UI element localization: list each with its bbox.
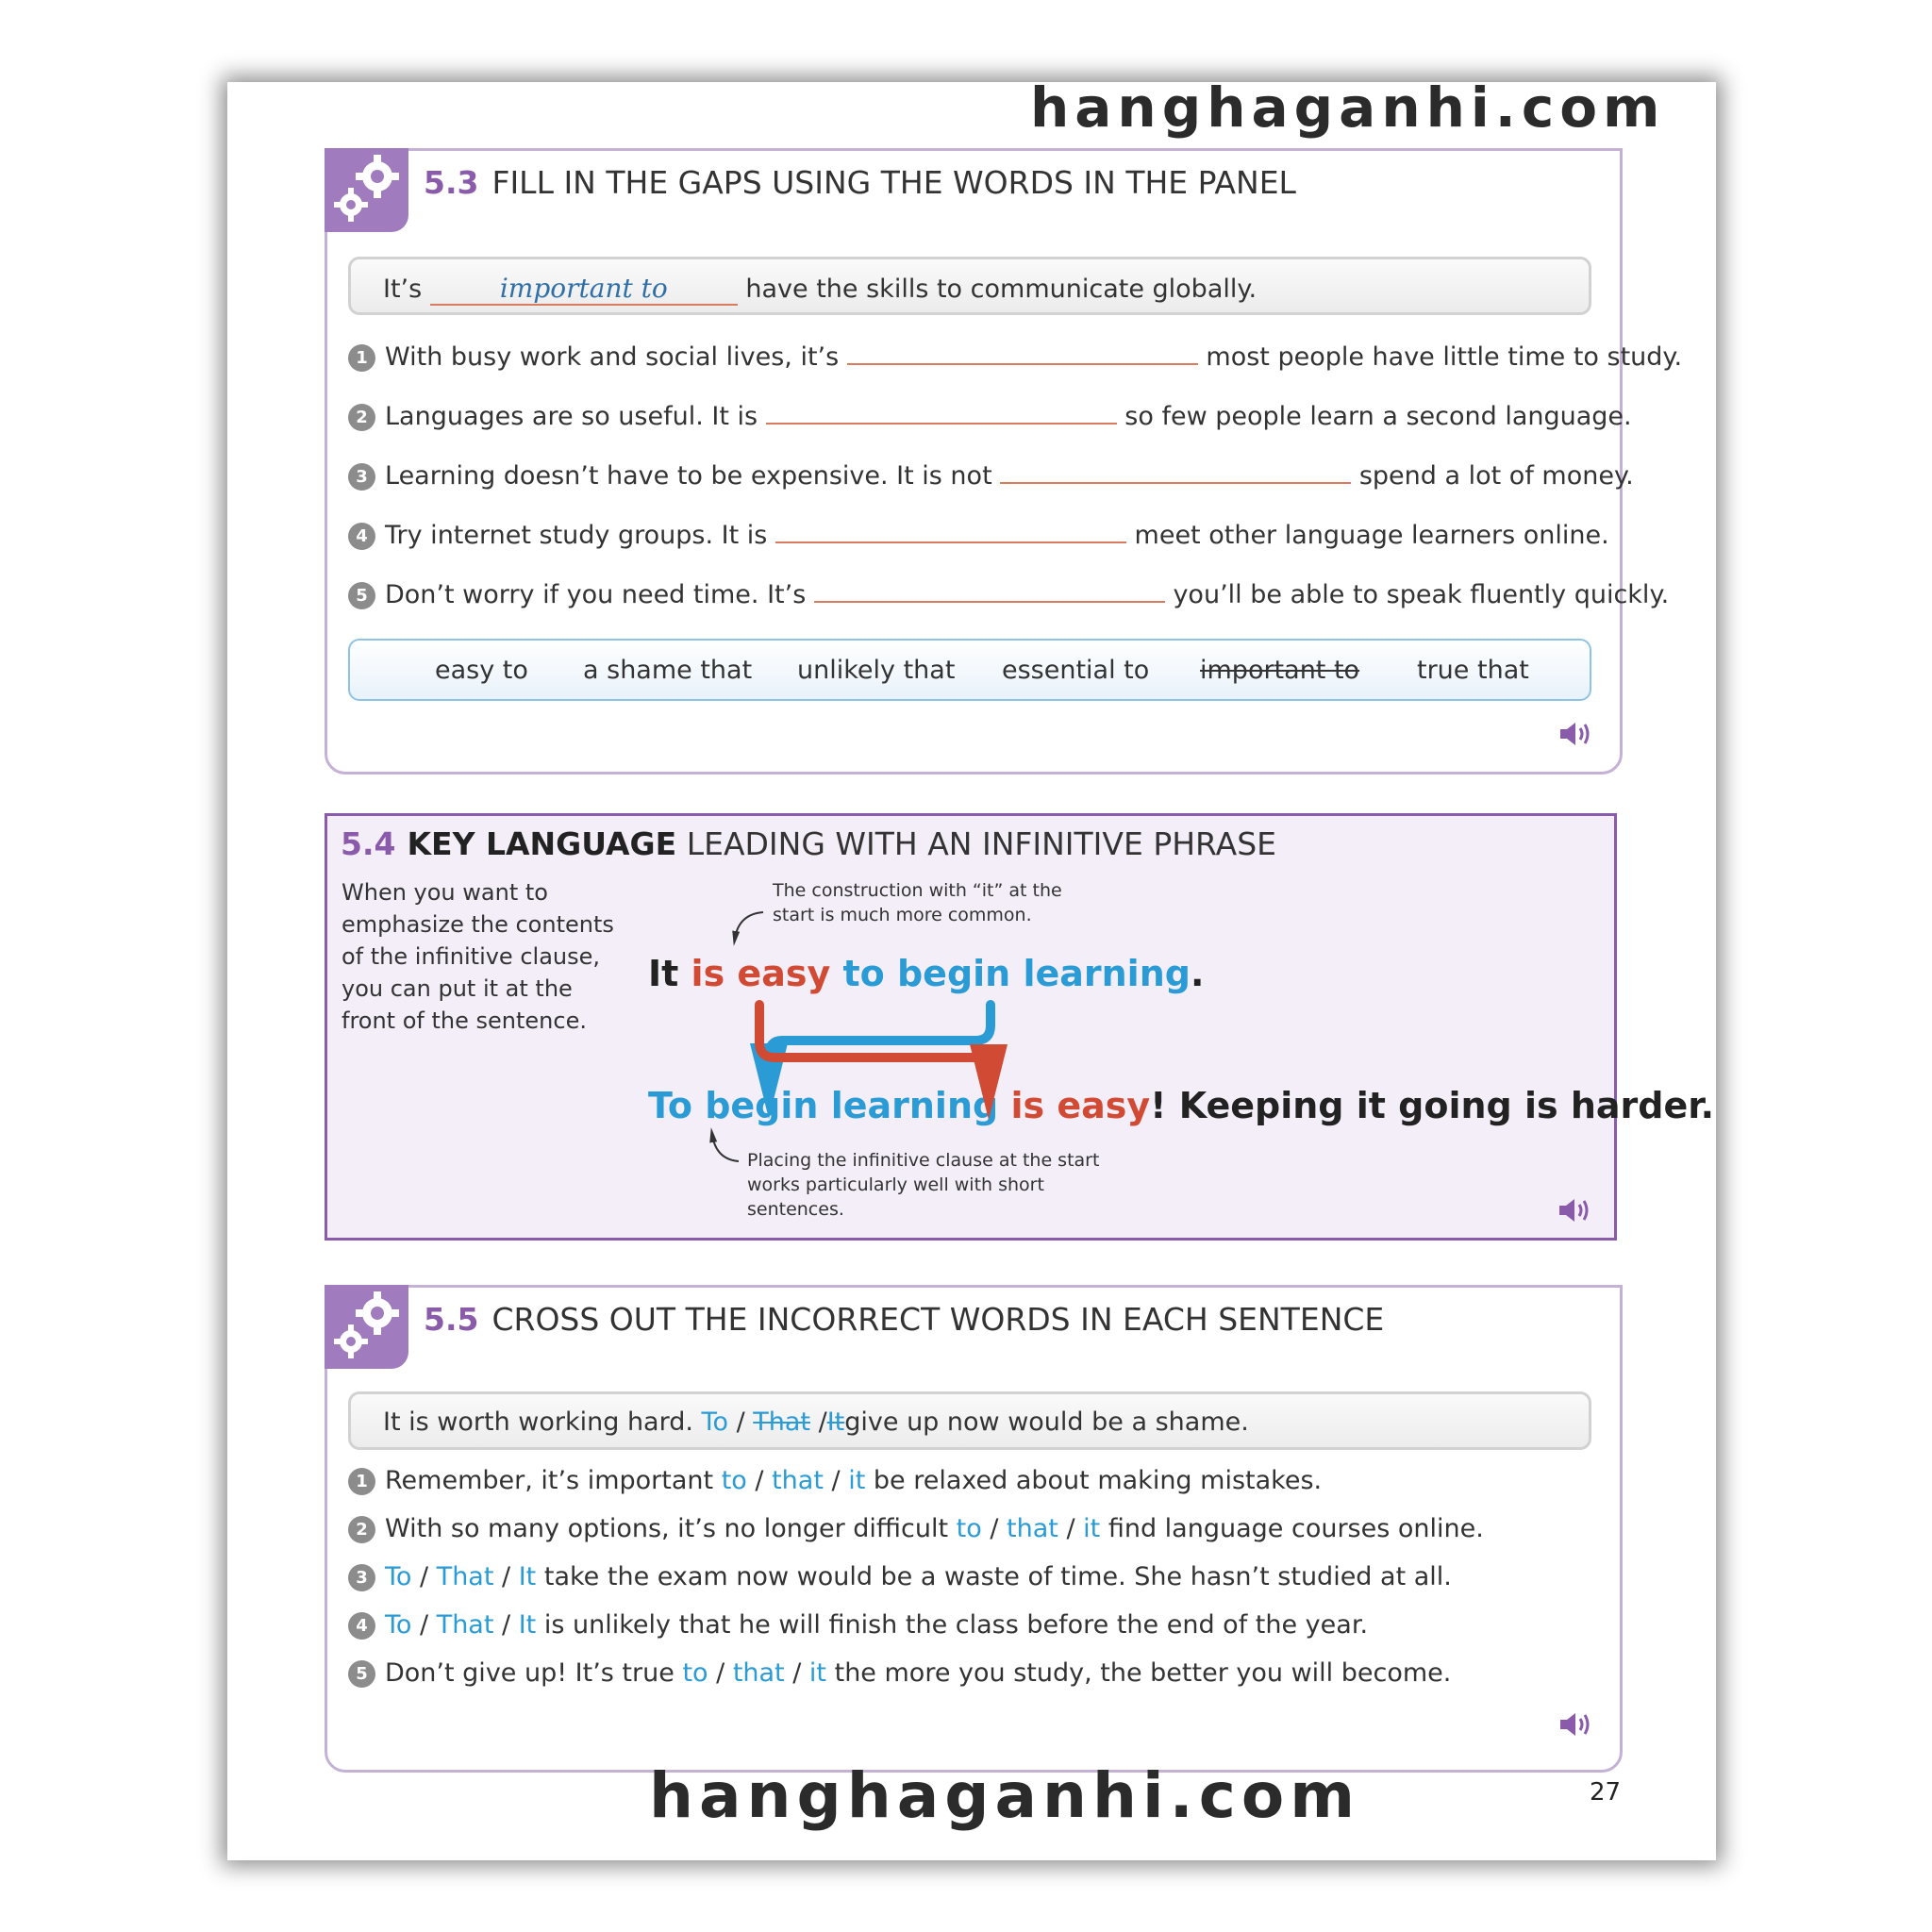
option[interactable]: that <box>772 1466 824 1495</box>
example-before: It is worth working hard. <box>383 1407 693 1437</box>
option[interactable]: It <box>518 1562 537 1591</box>
exercise-number: 5.5 <box>424 1301 479 1338</box>
option-crossed: That <box>753 1407 810 1437</box>
question-3 <box>348 461 1634 491</box>
option[interactable]: that <box>732 1658 785 1688</box>
exercise-number: 5.3 <box>424 164 479 201</box>
question-text-before: Languages are so useful. It is <box>385 402 758 431</box>
question-text-before: Learning doesn’t have to be expensive. It is not <box>385 461 992 491</box>
example-sentence <box>348 257 1591 315</box>
answer-gap-4[interactable] <box>775 521 1126 543</box>
example-before: It’s <box>383 275 423 304</box>
question-text-before: With busy work and social lives, it’s <box>385 342 840 372</box>
question-number: 1 <box>348 1468 375 1495</box>
example-gap <box>430 273 738 306</box>
answer-gap-3[interactable] <box>1000 461 1351 484</box>
panel-word: a shame that <box>583 656 753 685</box>
question-text-after: meet other language learners online. <box>1134 521 1609 550</box>
question-number: 5 <box>348 1660 375 1688</box>
audio-speaker-icon[interactable] <box>1557 1196 1593 1231</box>
question-4 <box>348 521 1609 550</box>
question-1 <box>348 342 1682 372</box>
section-number: 5.4 <box>341 825 396 862</box>
question-5: 5 Don’t give up! It’s true to / that / it the more you study, the better you will become. <box>348 1658 1451 1688</box>
sentence-part-blue: To begin learning <box>648 1085 999 1126</box>
question-text-after: take the exam now would be a waste of time. She hasn’t studied at all. <box>543 1562 1452 1591</box>
question-number: 2 <box>348 1516 375 1543</box>
gears-icon <box>325 148 408 232</box>
option[interactable]: That <box>436 1610 494 1640</box>
answer-gap-1[interactable] <box>847 342 1198 365</box>
question-3: 3 To / That / It take the exam now would be a waste of time. She hasn’t studied at all. <box>348 1562 1452 1591</box>
watermark-bottom: hanghaganhi.com <box>649 1759 1360 1832</box>
page-number: 27 <box>1590 1778 1622 1807</box>
sentence-part-blue: to begin learning <box>842 953 1191 994</box>
question-5 <box>348 580 1669 609</box>
question-number: 1 <box>348 344 375 372</box>
gears-icon <box>325 1285 408 1369</box>
audio-speaker-icon[interactable] <box>1558 720 1594 755</box>
intro-text: When you want to emphasize the contents of the infinitive clause, you can put it at the front of the sentence. <box>341 879 614 1034</box>
option[interactable]: to <box>682 1658 708 1688</box>
sentence-part: . <box>1190 953 1205 994</box>
exercise-title <box>424 164 1296 201</box>
panel-word: unlikely that <box>797 656 956 685</box>
answer-gap-5[interactable] <box>814 580 1165 603</box>
option[interactable]: That <box>436 1562 494 1591</box>
option[interactable]: it <box>808 1658 827 1688</box>
question-number: 4 <box>348 523 375 550</box>
question-text-after: so few people learn a second language. <box>1124 402 1632 431</box>
question-text-after: most people have little time to study. <box>1206 342 1683 372</box>
question-1: 1 Remember, it’s important to / that / it be relaxed about making mistakes. <box>348 1466 1322 1495</box>
option[interactable]: it <box>1083 1514 1101 1543</box>
watermark-top: hanghaganhi.com <box>1030 75 1666 140</box>
audio-speaker-icon[interactable] <box>1558 1710 1594 1745</box>
example-answer: important to <box>499 273 668 304</box>
question-text-after: the more you study, the better you will become. <box>834 1658 1452 1688</box>
exercise-5-5 <box>325 1285 1623 1773</box>
sentence-part-red: is easy <box>1010 1085 1151 1126</box>
exercise-5-3 <box>325 148 1683 774</box>
question-4: 4 To / That / It is unlikely that he will finish the class before the end of the year. <box>348 1610 1368 1640</box>
option[interactable]: It <box>518 1610 537 1640</box>
option[interactable]: To <box>385 1562 412 1591</box>
option[interactable]: to <box>721 1466 747 1495</box>
question-number: 3 <box>348 463 375 491</box>
diagram-arrows <box>327 816 1614 1238</box>
question-text-before: With so many options, it’s no longer difficult <box>385 1514 949 1543</box>
question-text-after: be relaxed about making mistakes. <box>873 1466 1323 1495</box>
option[interactable]: to <box>956 1514 982 1543</box>
question-number: 4 <box>348 1612 375 1640</box>
word-panel <box>348 639 1591 701</box>
example-sentence: It is worth working hard. To / That /Itgive up now would be a shame. <box>348 1391 1591 1450</box>
question-number: 3 <box>348 1564 375 1591</box>
example-after: give up now would be a shame. <box>844 1407 1249 1437</box>
option[interactable]: it <box>848 1466 866 1495</box>
option-correct: To <box>701 1407 728 1437</box>
exercise-title <box>424 1301 1384 1338</box>
exercise-heading: CROSS OUT THE INCORRECT WORDS IN EACH SENTENCE <box>491 1301 1385 1338</box>
sentence-part: It <box>648 953 679 994</box>
sentence-part-red: is easy <box>691 953 831 994</box>
section-title-rest: LEADING WITH AN INFINITIVE PHRASE <box>686 825 1277 862</box>
question-text-before: Try internet study groups. It is <box>385 521 768 550</box>
exercise-heading: FILL IN THE GAPS USING THE WORDS IN THE PANEL <box>491 164 1296 201</box>
example-after: have the skills to communicate globally. <box>745 275 1257 304</box>
panel-word: essential to <box>1002 656 1150 685</box>
note-top: The construction with “it” at the start is much more common. <box>773 880 1062 925</box>
sentence-part: ! Keeping it going is harder. <box>1150 1085 1715 1126</box>
note-bottom: Placing the infinitive clause at the start works particularly well with short sentences. <box>747 1150 1100 1220</box>
question-number: 2 <box>348 404 375 431</box>
question-text-before: Don’t worry if you need time. It’s <box>385 580 807 609</box>
question-text-after: is unlikely that he will finish the class before the end of the year. <box>543 1610 1369 1640</box>
panel-word-used: important to <box>1200 656 1360 685</box>
panel-word: easy to <box>435 656 528 685</box>
option-crossed: It <box>826 1407 845 1437</box>
question-text-before: Don’t give up! It’s true <box>385 1658 675 1688</box>
question-text-before: Remember, it’s important <box>385 1466 714 1495</box>
question-2: 2 With so many options, it’s no longer difficult to / that / it find language courses online. <box>348 1514 1484 1543</box>
question-text-after: spend a lot of money. <box>1358 461 1634 491</box>
option[interactable]: To <box>385 1610 412 1640</box>
question-2 <box>348 402 1632 431</box>
question-number: 5 <box>348 582 375 609</box>
key-language-5-4 <box>325 813 1715 1241</box>
section-title-bold: KEY LANGUAGE <box>407 825 677 862</box>
panel-word: true that <box>1417 656 1529 685</box>
answer-gap-2[interactable] <box>766 402 1117 425</box>
question-text-after: you’ll be able to speak fluently quickly. <box>1173 580 1670 609</box>
option[interactable]: that <box>1007 1514 1058 1543</box>
question-text-after: find language courses online. <box>1108 1514 1484 1543</box>
